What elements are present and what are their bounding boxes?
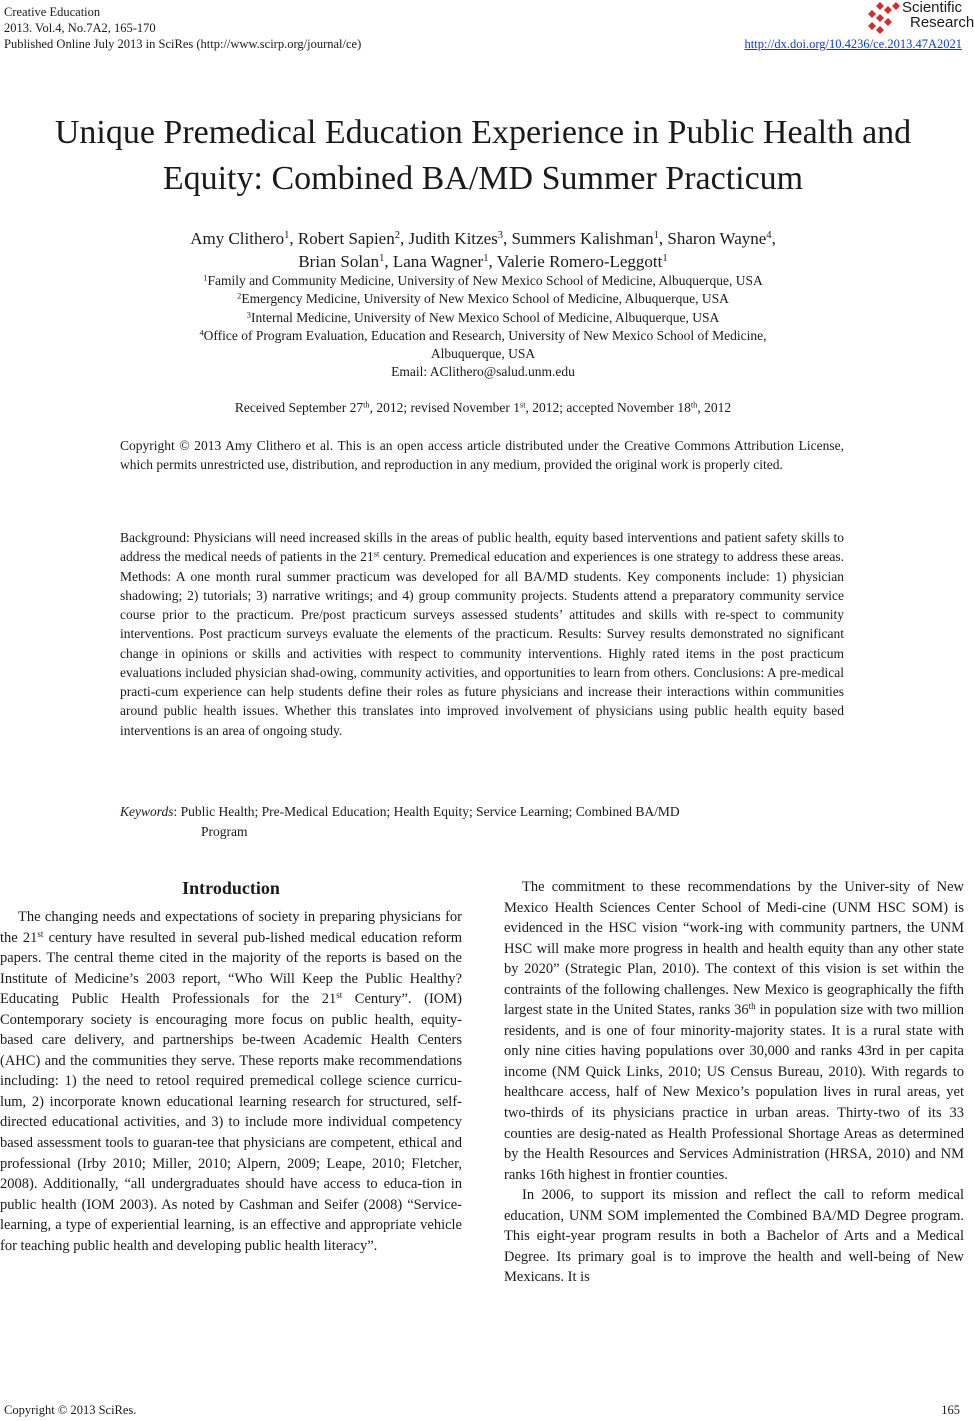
affiliation-list: [0, 272, 966, 382]
affiliation-sup: 2: [237, 291, 242, 301]
keywords-line-2: Program: [201, 824, 248, 839]
author-name: Robert Sapien: [297, 229, 395, 248]
section-heading-introduction: Introduction: [182, 878, 280, 898]
author-sep: ,: [384, 252, 393, 271]
author-name: Valerie Romero-Leggott: [496, 252, 663, 271]
date-sup: th: [690, 400, 698, 410]
affiliation-text: Family and Community Medicine, University of New Mexico School of Medicine, Albuquerque, USA: [207, 273, 763, 288]
affiliation-sup: 3: [246, 310, 251, 319]
abstract-text-2: century. Premedical education and experiences is one strategy to address these areas. Methods: A one month rural summer practicum was developed for all BA/MD students. Key components include: 1) physician shadowing; 2) tutorials; 3) narrative writings; and 4) group community projects. Students attend a preparatory community service course prior to the practicum. Pre/post practicum surveys assessed students’ attitudes and skills with re-spect to community interventions. Post practicum surveys evaluate the elements of the practicum. Results: Survey results demonstrated no significant change in opinions or skills and activities with respect to community interventions. Highly rated items in the post practicum evaluations included physician shad-owing, community activities, and opportunities to learn from others. Conclusions: A pre-medical practi-cum experience can help students define their roles as future physicians and increase their interactions within communities around public health issues. Whether this translates into improved involvement of physicians using public health equity based interventions is an area of ongoing study.: [120, 549, 844, 738]
right-column: [504, 877, 964, 1288]
author-affil-sup: 4: [766, 230, 772, 242]
body-sup: th: [748, 1001, 756, 1012]
affiliation-text: Internal Medicine, University of New Mexico School of Medicine, Albuquerque, USA: [250, 309, 720, 325]
left-column: [0, 875, 462, 1256]
author-name: Brian Solan: [298, 252, 380, 271]
author-sep: ,: [771, 229, 776, 248]
body-text-b: in population size with two million residents, and is one of four minority-majority states. It is a rural state with only nine cities having populations over 30,000 and ranks 43rd in per capita income (NM Quick Links, 2010; US Census Bureau, 2010). With regards to healthcare access, half of New Mexico’s population lives in rural areas, yet two-thirds of its physicians practice in urban areas. Thirty-two of its 33 counties are desig-nated as Health Professional Shortage Areas as determined by the Health Resources and Services Administration (HRSA, 2010) and NM ranks 16th highest in frontier counties.: [504, 1002, 965, 1183]
author-affil-sup: 1: [483, 253, 489, 265]
intro-sup: st: [336, 990, 343, 1001]
author-sep: ,: [399, 229, 409, 248]
title-line-1: Unique Premedical Education Experience in Public Health and: [54, 114, 912, 151]
affiliation-text: Emergency Medicine, University of New Mexico School of Medicine, Albuquerque, USA: [241, 291, 729, 307]
page-number: 165: [941, 1403, 960, 1417]
author-line-2: [0, 250, 966, 273]
keywords-colon: :: [173, 804, 178, 819]
author-name: Amy Clithero: [190, 229, 285, 248]
logo-wordmark: [902, 0, 974, 30]
author-sep: ,: [289, 229, 298, 248]
abstract-sup: st: [373, 549, 380, 559]
keywords-line-1: Public Health; Pre-Medical Education; Health Equity; Service Learning; Combined BA/MD: [177, 804, 680, 819]
affiliation-continued: Albuquerque, USA: [430, 346, 536, 362]
received-dates: [0, 399, 966, 417]
publication-info: Published Online July 2013 in SciRes (http://www.scirp.org/journal/ce): [4, 37, 362, 51]
author-affil-sup: 1: [379, 253, 385, 265]
affiliation-item: [0, 309, 966, 327]
author-name: Sharon Wayne: [667, 229, 767, 248]
abstract: [120, 528, 844, 740]
intro-text-c: Century”. (IOM) Contemporary society is encouraging more focus on public health, equity-based care delivery, and partnerships be-tween Academic Health Centers (AHC) and the communities they serve. These reports make recommendations including: 1) the need to retool required premedical college science curricu-lum, 2) incorporate known educational learning research for structured, self-directed educational activities, and 3) to include more individual competency based assessment tools to guaran-tee that physicians are competent, ethical and professional (Irby 2010; Miller, 2010; Alpern, 2009; Leape, 2010; Fletcher, 2008). Additionally, “all undergraduates should have access to educa-tion in public health (IOM 2003). As noted by Cashman and Seifer (2008) “Service-learning, a type of experiential learning, is an effective and appropriate vehicle for teaching public health and developing public health literacy”.: [0, 991, 462, 1254]
affiliation-text: Office of Program Evaluation, Education and Research, University of New Mexico School of Medicine,: [203, 327, 767, 343]
keywords: [120, 802, 844, 842]
affiliation-sup: 4: [199, 328, 204, 338]
title-line-2: Equity: Combined BA/MD Summer Practicum: [162, 160, 804, 197]
license-statement: Copyright © 2013 Amy Clithero et al. This is an open access article distributed under the Creative Commons Attribution License, which permits unrestricted use, distribution, and reproduction in any medium, provided the original work is properly cited.: [120, 438, 844, 472]
author-affil-sup: 1: [284, 230, 290, 242]
author-list: [0, 227, 966, 273]
logo-line2: Research: [910, 14, 974, 31]
journal-name: Creative Education: [4, 5, 101, 19]
affiliation-item: [0, 290, 966, 308]
author-line-1: [0, 227, 966, 250]
logo-line1: Scientific: [902, 0, 963, 16]
revised-text: , 2012; revised November 1: [369, 400, 520, 415]
body-text-a: The commitment to these recommendations by the Univer-sity of New Mexico Health Sciences Center School of Medi-cine (UNM HSC SOM) is evidenced in the HSC vision “work-ing with community partners, the UNM HSC will make more progress in health and health equity than any other state by 2020” (Strategic Plan, 2010). The context of this vision is set within the contraints of the following challenges. New Mexico is geographically the fifth largest state in the United States, ranks 36: [504, 879, 964, 1019]
date-sup: st: [519, 400, 526, 410]
body-paragraph: [504, 877, 964, 1185]
author-name: Lana Wagner: [392, 252, 484, 271]
date-sup: th: [363, 400, 370, 410]
author-sep: ,: [488, 252, 497, 271]
journal-volume: 2013. Vol.4, No.7A2, 165-170: [4, 21, 156, 35]
affiliation-sup: 1: [203, 273, 208, 283]
body-paragraph: In 2006, to support its mission and reflect the call to reform medical education, UNM SOM implemented the Combined BA/MD Degree program. This eight-year program results in both a Bachelor of Arts and a Medical Degree. Its primary goal is to improve the health and well-being of New Mexicans. It is: [504, 1187, 964, 1286]
author-affil-sup: 2: [394, 230, 400, 242]
received-text: Received September 27: [234, 400, 364, 415]
affiliation-item: [0, 272, 966, 290]
intro-sup: st: [37, 928, 44, 939]
author-affil-sup: 1: [653, 230, 659, 242]
author-sep: ,: [658, 229, 668, 248]
keywords-label: Keywords: [120, 804, 174, 819]
author-email: Email: AClithero@salud.unm.edu: [391, 364, 575, 380]
footer-copyright: Copyright © 2013 SciRes.: [4, 1403, 137, 1417]
intro-paragraph: [0, 907, 462, 1256]
author-affil-sup: 3: [497, 230, 503, 242]
year-text: , 2012: [697, 400, 732, 415]
accepted-text: , 2012; accepted November 18: [525, 400, 691, 415]
journal-header: [4, 4, 361, 52]
doi-link[interactable]: http://dx.doi.org/10.4236/ce.2013.47A2021: [744, 37, 962, 51]
author-name: Summers Kalishman: [511, 229, 654, 248]
abstract-text-1: Background: Physicians will need increased skills in the areas of public health, equity based interventions and patient safety skills to address the medical needs of patients in the 21: [120, 530, 844, 565]
intro-text-a: The changing needs and expectations of society in preparing physicians for the 21: [0, 909, 462, 946]
author-sep: ,: [503, 229, 512, 248]
author-name: Judith Kitzes: [408, 229, 498, 248]
paper-title: [0, 110, 966, 202]
intro-text-b: century have resulted in several pub-lished medical education reform papers. The central theme cited in the majority of the reports is based on the Institute of Medicine’s 2003 report, “Who Will Keep the Public Healthy? Educating Public Health Professionals for the 21: [0, 929, 463, 1008]
affiliation-item: [0, 327, 966, 345]
author-affil-sup: 1: [662, 253, 668, 265]
